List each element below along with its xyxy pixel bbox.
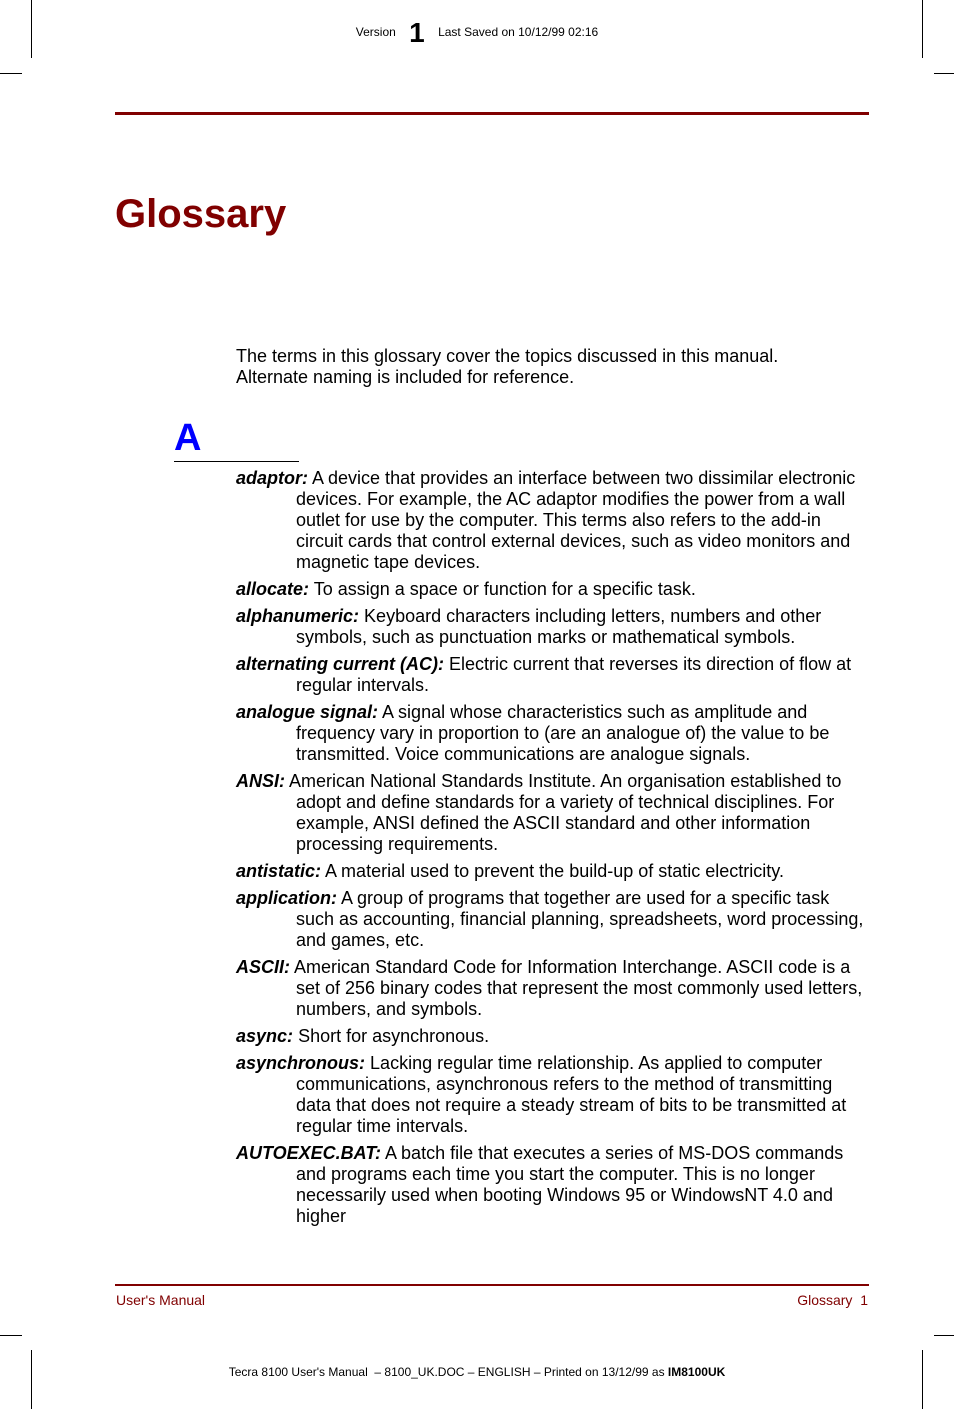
glossary-entry bbox=[236, 888, 870, 951]
glossary-entry bbox=[236, 771, 870, 855]
print-info-text: Tecra 8100 User's Manual – 8100_UK.DOC – ENGLISH – Printed on 13/12/99 as bbox=[228, 1365, 668, 1379]
intro-paragraph bbox=[236, 346, 856, 388]
entry-definition: A material used to prevent the build-up of static electricity. bbox=[325, 861, 784, 881]
entry-term: antistatic: bbox=[236, 861, 322, 881]
page-title: Glossary bbox=[115, 192, 287, 236]
entry-term: adaptor: bbox=[236, 468, 308, 488]
entry-term: allocate: bbox=[236, 579, 310, 599]
entry-term: alphanumeric: bbox=[236, 606, 360, 626]
entry-definition: American National Standards Institute. An organisation established to adopt and define standards for a variety of technical disciplines. For example, ANSI defined the ASCII standard and other information processing requirements. bbox=[289, 771, 842, 854]
entry-term: async: bbox=[236, 1026, 294, 1046]
glossary-entry bbox=[236, 1143, 870, 1227]
footer-page-number: Glossary 1 bbox=[797, 1292, 868, 1308]
version-header bbox=[0, 17, 954, 48]
entry-definition: Keyboard characters including letters, numbers and other symbols, such as punctuation marks or mathematical symbols. bbox=[296, 606, 822, 647]
glossary-entry bbox=[236, 1026, 870, 1047]
crop-mark bbox=[934, 1335, 954, 1336]
crop-mark bbox=[0, 1335, 22, 1336]
header-rule bbox=[115, 112, 869, 115]
entry-term: AUTOEXEC.BAT: bbox=[236, 1143, 382, 1163]
footer-manual-title: User's Manual bbox=[116, 1292, 206, 1308]
entry-term: application: bbox=[236, 888, 338, 908]
entry-term: ASCII: bbox=[236, 957, 290, 977]
entry-term: alternating current (AC): bbox=[236, 654, 445, 674]
section-heading-a: A bbox=[174, 417, 202, 459]
section-rule bbox=[174, 461, 299, 462]
entry-term: asynchronous: bbox=[236, 1053, 366, 1073]
entry-definition: American Standard Code for Information Interchange. ASCII code is a set of 256 binary codes that represent the most commonly used letters, numbers, and symbols. bbox=[294, 957, 863, 1019]
glossary-entry bbox=[236, 468, 870, 573]
entry-definition: Short for asynchronous. bbox=[298, 1026, 490, 1046]
print-info bbox=[0, 1364, 954, 1380]
entry-definition: Electric current that reverses its direction of flow at regular intervals. bbox=[296, 654, 852, 695]
glossary-entry bbox=[236, 957, 870, 1020]
entry-definition: A group of programs that together are used for a specific task such as accounting, financial planning, spreadsheets, word processing, and games, etc. bbox=[296, 888, 864, 950]
glossary-entries bbox=[236, 468, 870, 1233]
glossary-entry bbox=[236, 861, 870, 882]
entry-definition: To assign a space or function for a specific task. bbox=[313, 579, 696, 599]
intro-line: The terms in this glossary cover the topics discussed in this manual. bbox=[236, 346, 779, 366]
glossary-entry bbox=[236, 702, 870, 765]
entry-term: analogue signal: bbox=[236, 702, 379, 722]
print-doc-id: IM8100UK bbox=[667, 1365, 726, 1379]
entry-definition: A batch file that executes a series of MS-DOS commands and programs each time you start the computer. This is no longer necessarily used when booting Windows 95 or WindowsNT 4.0 and higher bbox=[296, 1143, 844, 1226]
version-number: 1 bbox=[409, 17, 425, 48]
entry-definition: Lacking regular time relationship. As applied to computer communications, asynchronous refers to the method of transmitting data that does not require a steady stream of bits to be transmitted at regular time intervals. bbox=[296, 1053, 847, 1136]
last-saved: Last Saved on 10/12/99 02:16 bbox=[438, 25, 599, 39]
crop-mark bbox=[0, 73, 22, 74]
crop-mark bbox=[934, 73, 954, 74]
glossary-entry bbox=[236, 606, 870, 648]
intro-line: Alternate naming is included for reference. bbox=[236, 367, 575, 387]
entry-definition: A signal whose characteristics such as amplitude and frequency vary in proportion to (are an analogue of) the value to be transmitted. Voice communications are analogue signals. bbox=[296, 702, 830, 764]
entry-definition: A device that provides an interface between two dissimilar electronic devices. For example, the AC adaptor modifies the power from a wall outlet for use by the computer. This terms also refers to the add-in circuit cards that control external devices, such as video monitors and magnetic tape devices. bbox=[296, 468, 856, 572]
glossary-entry bbox=[236, 654, 870, 696]
entry-term: ANSI: bbox=[236, 771, 285, 791]
footer-rule bbox=[115, 1284, 869, 1286]
glossary-entry bbox=[236, 1053, 870, 1137]
glossary-entry bbox=[236, 579, 870, 600]
version-label: Version bbox=[355, 25, 396, 39]
